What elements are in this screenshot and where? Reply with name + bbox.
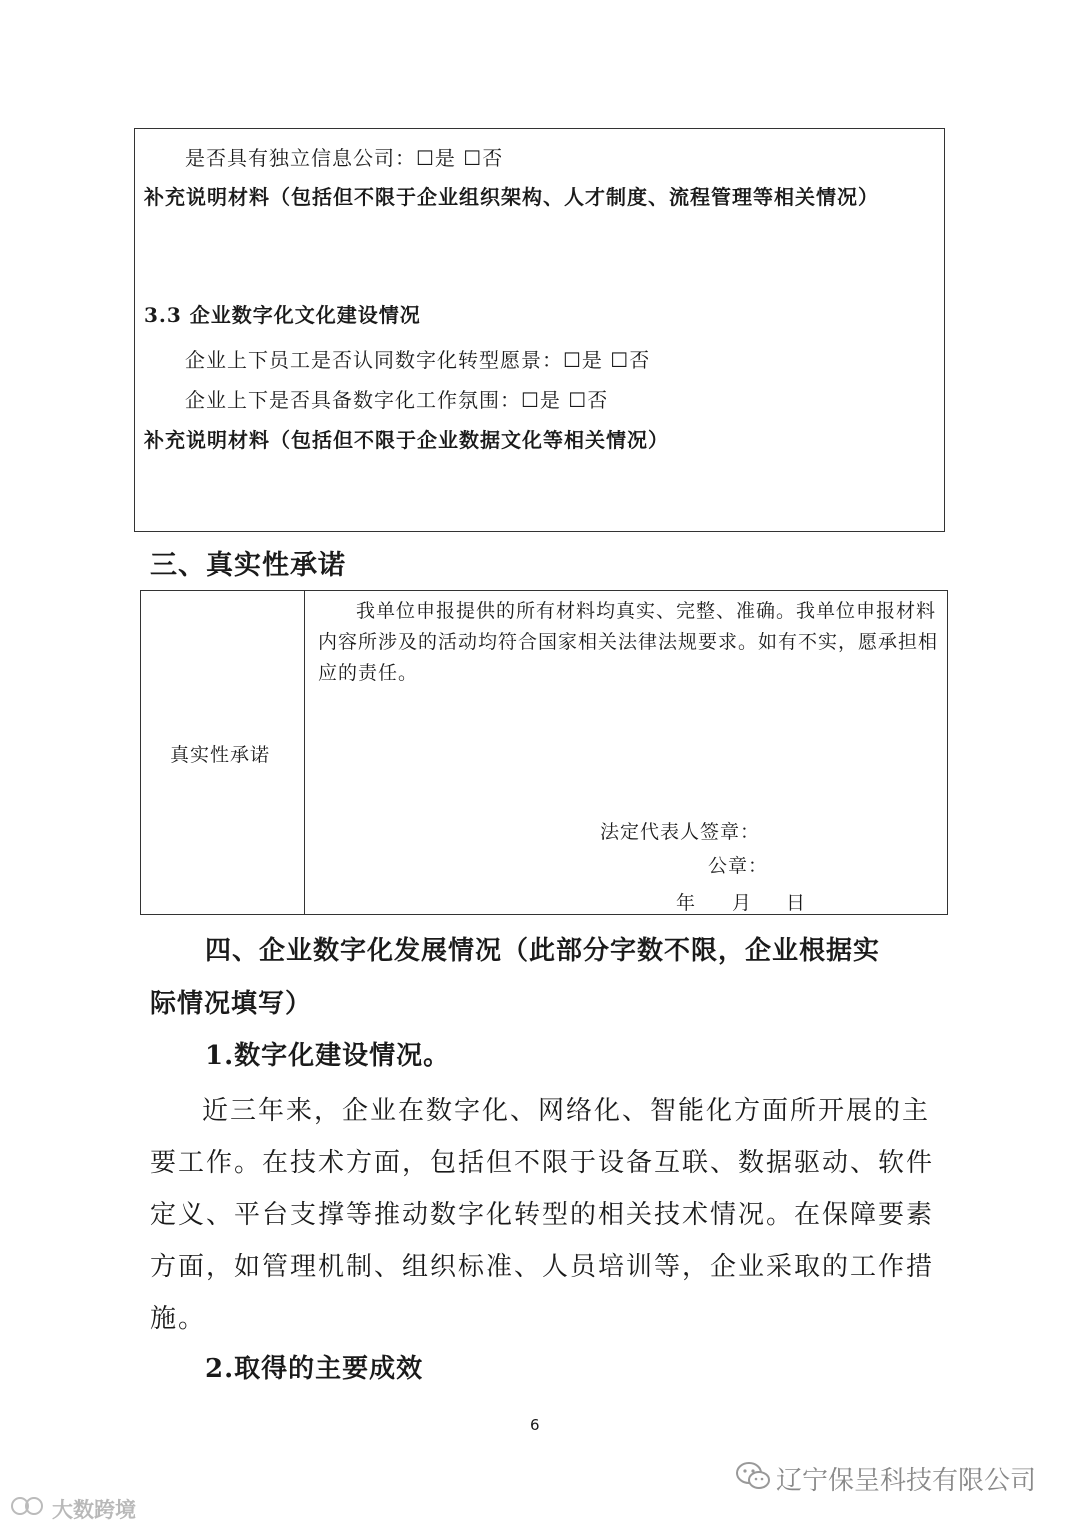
wechat-icon [735,1461,771,1491]
digital-dev-heading-line2: 际情况填写） [150,989,313,1019]
page-number: 6 [530,1416,540,1434]
date-year: 年 [676,892,697,914]
sub-heading-2: 2.取得的主要成效 [205,1354,424,1384]
digital-dev-heading-line1: 四、企业数字化发展情况（此部分字数不限，企业根据实 [205,936,881,966]
supplement-material-2: 补充说明材料（包括但不限于企业数据文化等相关情况） [144,428,669,452]
heading-3-3: 3.3 企业数字化文化建设情况 [144,303,421,327]
table-divider [304,590,305,915]
supplement-material-1: 补充说明材料（包括但不限于企业组织架构、人才制度、流程管理等相关情况） [144,185,879,209]
company-seal-label: 公章： [708,855,769,877]
watermark-brand: 大数跨境 [52,1498,136,1522]
commitment-text: 我单位申报提供的所有材料均真实、完整、准确。我单位申报材料内容所涉及的活动均符合国家相关法律法规要求。如有不实，愿承担相应的责任。 [318,600,939,684]
watermark-logo-icon [8,1494,50,1518]
date-day: 日 [786,892,807,914]
sub-heading-1: 1.数字化建设情况。 [205,1041,451,1071]
independent-info-company-line: 是否具有独立信息公司：☐是 ☐否 [185,146,504,170]
truth-commitment-label: 真实性承诺 [170,744,271,766]
digital-atmosphere-line: 企业上下是否具备数字化工作氛围：☐是 ☐否 [185,388,609,412]
date-month: 月 [732,892,753,914]
legal-rep-signature-label: 法定代表人签章： [600,821,761,843]
digital-construction-paragraph: 近三年来，企业在数字化、网络化、智能化方面所开展的主要工作。在技术方面，包括但不限于设备互联、数据驱动、软件定义、平台支撑等推动数字化转型的相关技术情况。在保障要素方面，如管理机制、组织标准、人员培训等，企业采取的工作措施。 [150,1096,935,1334]
staff-recognize-line: 企业上下员工是否认同数字化转型愿景：☐是 ☐否 [185,348,651,372]
watermark-company: 辽宁保呈科技有限公司 [776,1466,1037,1496]
truth-commitment-heading: 三、真实性承诺 [150,550,346,581]
